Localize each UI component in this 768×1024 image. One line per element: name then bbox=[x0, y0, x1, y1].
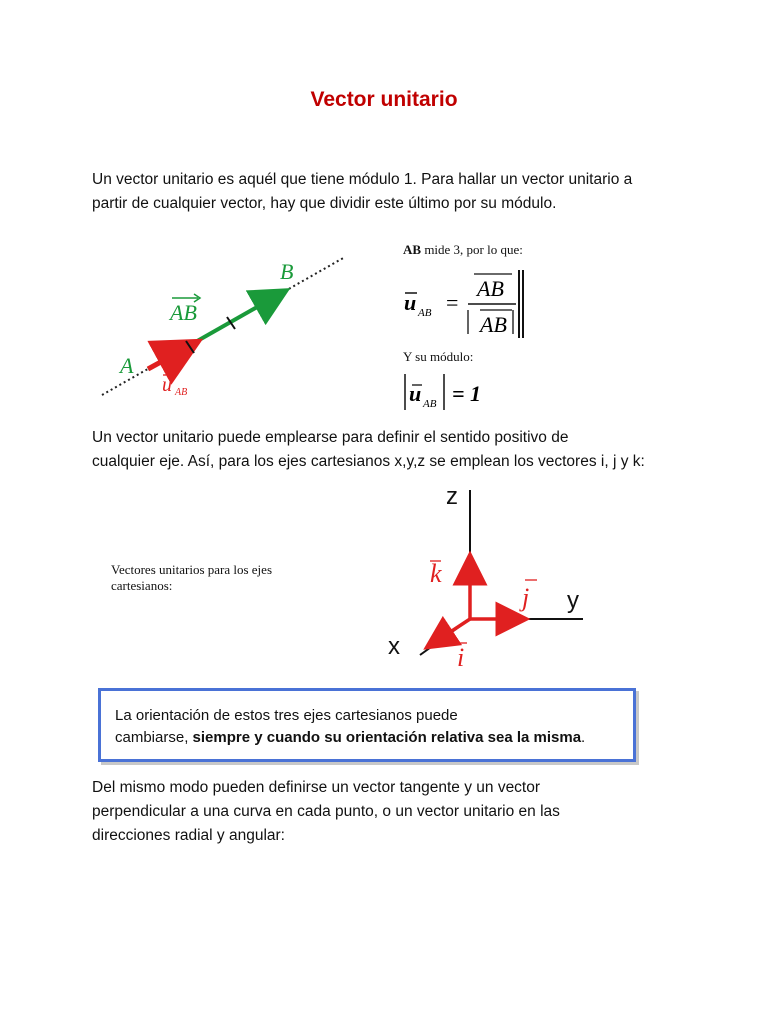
formula-denominator: AB bbox=[480, 312, 507, 337]
formula-note bbox=[403, 242, 523, 258]
axes-line-1: Un vector unitario puede emplearse para definir el sentido positivo de bbox=[92, 429, 569, 446]
formula-numerator: AB bbox=[477, 276, 504, 301]
modulus-label: Y su módulo: bbox=[403, 349, 474, 364]
z-label: z bbox=[446, 483, 458, 510]
axes-paragraph bbox=[92, 426, 692, 474]
label-ab: AB bbox=[170, 300, 197, 325]
closing-line-3: direcciones radial y angular: bbox=[92, 827, 285, 844]
callout-line-2-end: . bbox=[581, 729, 586, 746]
formula-note-bold: AB bbox=[403, 242, 422, 257]
callout-line-2-start: cambiarse, bbox=[115, 729, 193, 746]
label-u-sub: AB bbox=[175, 387, 188, 398]
callout-line-1: La orientación de estos tres ejes cartesianos puede bbox=[115, 707, 458, 724]
cartesian-axes-figure bbox=[380, 480, 600, 675]
formula-lhs-sub: AB bbox=[418, 307, 432, 319]
x-label: x bbox=[388, 633, 400, 660]
page-title: Vector unitario bbox=[310, 88, 458, 111]
axes-line-2: cualquier eje. Así, para los ejes cartesianos x,y,z se emplean los vectores i, j y k: bbox=[92, 453, 645, 470]
modulus-rhs: = 1 bbox=[452, 381, 482, 406]
formula-note-rest: mide 3, por lo que: bbox=[421, 242, 523, 257]
k-label: k bbox=[430, 559, 442, 588]
closing-line-1: Del mismo modo pueden definirse un vector tangente y un vector bbox=[92, 779, 541, 796]
label-a: A bbox=[120, 353, 134, 378]
formula-lhs: u bbox=[404, 290, 417, 315]
unit-vector-arrow bbox=[148, 346, 190, 369]
orientation-callout bbox=[98, 688, 636, 762]
unit-vector-formula bbox=[400, 262, 540, 342]
intro-line-1: Un vector unitario es aquél que tiene módulo 1. Para hallar un vector unitario a bbox=[92, 171, 633, 188]
axes-caption-line-2: cartesianos: bbox=[111, 578, 173, 593]
label-b: B bbox=[280, 259, 294, 284]
callout-line-2-bold: siempre y cuando su orientación relativa sea la misma bbox=[192, 729, 582, 746]
formula-equals: = bbox=[446, 290, 459, 315]
j-label: j bbox=[522, 583, 530, 612]
intro-paragraph bbox=[92, 168, 692, 216]
axes-caption bbox=[111, 562, 272, 594]
label-u: u bbox=[162, 374, 172, 396]
modulus-u: u bbox=[409, 381, 422, 406]
vector-ab-figure bbox=[90, 245, 360, 405]
intro-line-2: partir de cualquier vector, hay que dividir este último por su módulo. bbox=[92, 195, 557, 212]
modulus-formula bbox=[400, 370, 510, 414]
y-label: y bbox=[567, 587, 579, 614]
callout-text bbox=[115, 705, 625, 749]
closing-paragraph bbox=[92, 776, 692, 848]
modulus-u-sub: AB bbox=[423, 398, 437, 410]
i-vector bbox=[432, 619, 470, 644]
callout-line-2 bbox=[115, 727, 625, 749]
i-label: i bbox=[457, 643, 465, 672]
closing-line-2: perpendicular a una curva en cada punto, o un vector unitario en las bbox=[92, 803, 560, 820]
axes-caption-line-1: Vectores unitarios para los ejes bbox=[111, 562, 273, 577]
